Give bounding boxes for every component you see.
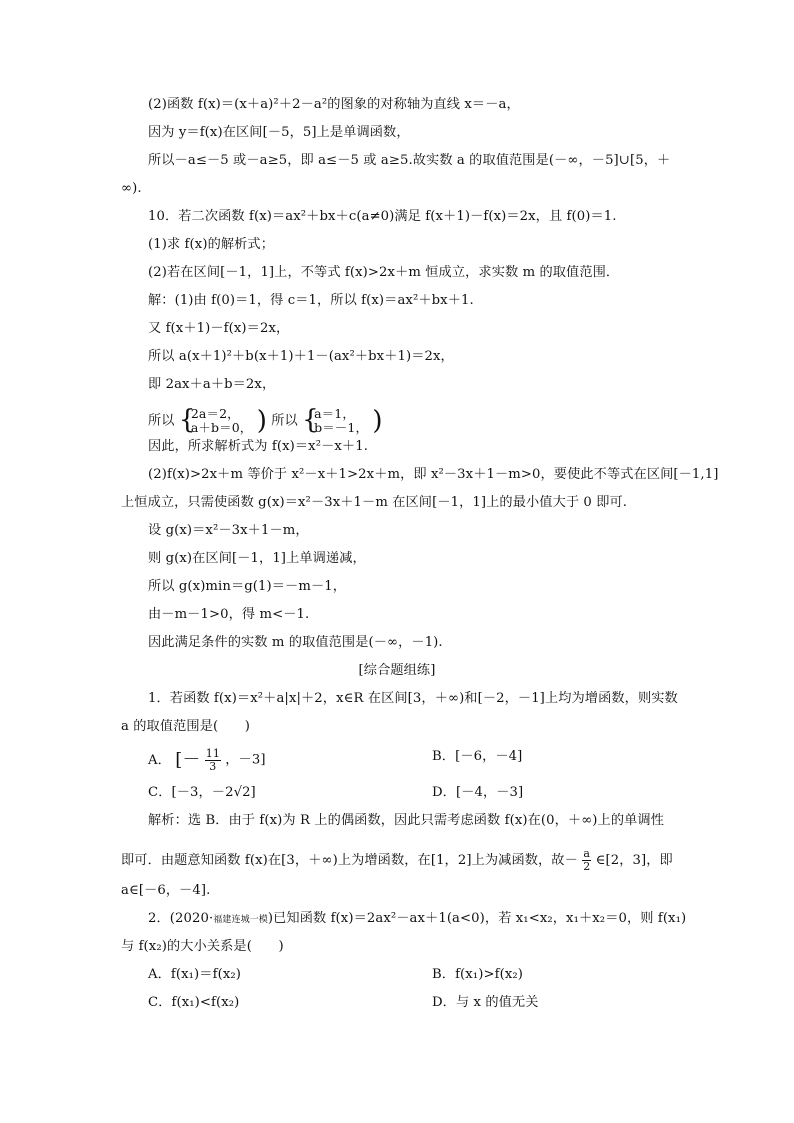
text-line: 解：(1)由 f(0)＝1，得 c＝1，所以 f(x)＝ax²＋bx＋1. [148, 293, 474, 308]
q2-option-c: C．f(x₁)<f(x₂) [148, 995, 240, 1010]
text-line: 因此，所求解析式为 f(x)＝x²－x＋1. [148, 439, 368, 454]
right-brace: ) [256, 406, 267, 436]
q2-option-b: B．f(x₁)>f(x₂) [432, 967, 524, 982]
bracket: [－ [175, 749, 201, 771]
fraction [205, 748, 221, 773]
option-label: A． [148, 753, 171, 768]
right-brace: ) [372, 406, 383, 436]
text-line: 上恒成立，只需使函数 g(x)＝x²－3x＋1－m 在区间[－1，1]上的最小值大于 0 即可. [121, 495, 628, 510]
solution-text: 解析：选 B．由于 f(x)为 R 上的偶函数，因此只需考虑函数 f(x)在(0，＋∞)上的单调性 [148, 813, 664, 828]
text-line: 由－m－1>0，得 m<－1. [148, 607, 310, 622]
text-line: 所以－a≤－5 或－a≥5，即 a≤－5 或 a≥5.故实数 a 的取值范围是(－∞，－5]∪[5，＋ [148, 153, 671, 168]
text-line: (2)函数 f(x)＝(x＋a)²＋2－a²的图象的对称轴为直线 x＝－a， [148, 97, 520, 112]
source-label: 福建连城一模 [213, 915, 268, 925]
q2-option-a: A．f(x₁)＝f(x₂) [148, 967, 241, 982]
text-line: (2)f(x)>2x＋m 等价于 x²－x＋1>2x＋m，即 x²－3x＋1－m>0，要使此不等式在区间[－1,1] [148, 467, 719, 482]
question-2-stem [148, 910, 686, 929]
option-text: ，－3] [225, 752, 266, 768]
fraction-numerator: a [583, 847, 591, 860]
text-line: (2)若在区间[－1，1]上，不等式 f(x)>2x＋m 恒成立，求实数 m 的取值范围． [148, 265, 620, 280]
solution-text-part: ∈[2，3]，即 [595, 853, 673, 868]
text-line: 所以 g(x)min＝g(1)＝－m－1， [148, 579, 347, 594]
left-brace: { [302, 405, 319, 435]
text-line: 设 g(x)＝x²－3x＋1－m， [148, 523, 309, 538]
left-brace: { [178, 405, 196, 435]
text-line: 即 2ax＋a＋b＝2x， [148, 377, 276, 392]
equation-system-line [148, 407, 383, 435]
q1-option-a [148, 748, 266, 773]
text-line: 所以 a(x＋1)²＋b(x＋1)＋1－(ax²＋bx＋1)＝2x， [148, 349, 454, 364]
solution-text [121, 848, 673, 873]
question-2-stem: 与 f(x₂)的大小关系是( ) [121, 939, 284, 954]
system-eq: a＝1， [314, 406, 355, 421]
q1-option-b: B．[－6，－4] [432, 749, 523, 764]
text-line: 因此满足条件的实数 m 的取值范围是(－∞，－1). [148, 635, 443, 650]
fraction-denominator: 2 [583, 860, 591, 873]
equation-system-2 [304, 407, 368, 435]
question-10-stem: 10．若二次函数 f(x)＝ax²＋bx＋c(a≠0)满足 f(x＋1)－f(x)＝2x，且 f(0)＝1. [148, 209, 617, 224]
question-1-stem: a 的取值范围是( ) [121, 719, 251, 734]
fraction [582, 848, 591, 873]
question-1-stem: 1．若函数 f(x)＝x²＋a|x|＋2，x∈R 在区间[3，＋∞)和[－2，－1]上均为增函数，则实数 [148, 691, 678, 706]
text-line: ∞). [121, 181, 142, 196]
text-part: 2．(2020· [148, 911, 214, 926]
text-mid: 所以 [271, 413, 298, 429]
text-line: (1)求 f(x)的解析式； [148, 237, 275, 252]
fraction-numerator: 11 [205, 747, 220, 760]
text-line: 又 f(x＋1)－f(x)＝2x， [148, 321, 290, 336]
solution-text: a∈[－6，－4]. [121, 883, 211, 898]
equation-system-1 [178, 405, 253, 435]
text-line: 因为 y＝f(x)在区间[－5，5]上是单调函数， [148, 125, 410, 140]
text-prefix: 所以 [148, 413, 175, 429]
section-heading: [综合题组练] [358, 663, 436, 678]
system-eq: b＝－1， [314, 420, 369, 435]
q1-option-c: C．[－3，－2√2] [148, 785, 256, 800]
fraction-denominator: 3 [209, 760, 217, 773]
system-eq: 2a＝2， [190, 406, 240, 421]
solution-text-part: 即可．由题意知函数 f(x)在[3，＋∞)上为增函数，在[1，2]上为减函数，故－ [121, 853, 578, 868]
text-part: )已知函数 f(x)＝2ax²－ax＋1(a<0)，若 x₁<x₂，x₁＋x₂＝0，则 f(x₁) [267, 911, 687, 926]
text-line: 则 g(x)在区间[－1，1]上单调递减， [148, 551, 366, 566]
q1-option-d: D．[－4，－3] [432, 785, 524, 800]
q2-option-d: D．与 x 的值无关 [432, 995, 539, 1010]
system-eq: a＋b＝0， [190, 420, 253, 435]
